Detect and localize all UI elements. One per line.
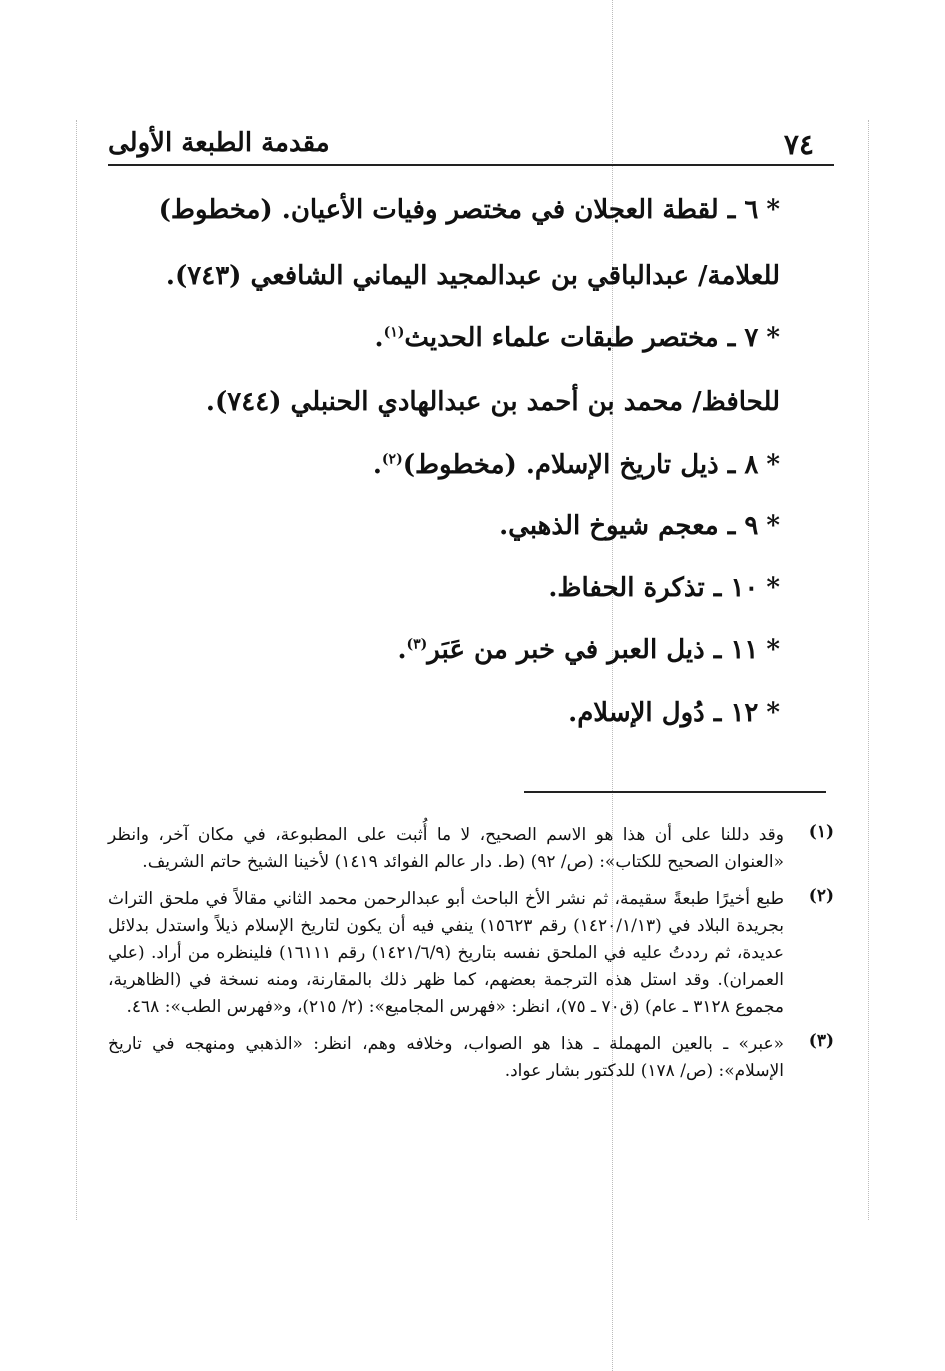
line-end: . xyxy=(374,323,384,353)
footnote xyxy=(108,822,834,876)
line-text: ٦ ـ لقطة العجلان في مختصر وفيات الأعيان. (مخطوط) xyxy=(158,195,759,225)
footnote-number: (١) xyxy=(808,822,834,842)
line-text: للعلامة/ عبدالباقي بن عبدالمجيد اليماني الشافعي (٧٤٣). xyxy=(165,261,780,291)
bullet-asterisk: * xyxy=(766,323,780,353)
bullet-asterisk: * xyxy=(766,450,780,480)
page-number: ٧٤ xyxy=(783,128,814,161)
page-header xyxy=(108,128,834,164)
footnote xyxy=(108,886,834,1021)
footnote-text: «عبر» ـ بالعين المهملة ـ هذا هو الصواب، وخلافه وهم، انظر: «الذهبي ومنهجه في تاريخ الإسلام»: (ص/ ١٧٨) للدكتور بشار عواد. xyxy=(108,1034,784,1081)
footnote xyxy=(108,1031,834,1085)
footnote-text: وقد دللنا على أن هذا هو الاسم الصحيح، لا ما أُثبت على المطبوعة، في مكان آخر، وانظر «العنوان الصحيح للكتاب»: (ص/ ٩٢) (ط. دار عالم الفوائد ١٤١٩) لأخينا الشيخ حاتم الشريف. xyxy=(108,825,784,872)
list-item xyxy=(375,318,780,358)
footnote-number: (٢) xyxy=(808,886,834,906)
list-item xyxy=(159,190,780,230)
line-text: ٨ ـ ذيل تاريخ الإسلام. (مخطوط) xyxy=(402,450,759,480)
line-text: ١٢ ـ دُول الإسلام. xyxy=(568,698,759,728)
attribution-line xyxy=(166,256,780,296)
bullet-asterisk: * xyxy=(766,698,780,728)
bullet-asterisk: * xyxy=(766,195,780,225)
footnote-separator xyxy=(524,791,826,793)
footnote-ref: (٣) xyxy=(406,636,428,653)
line-text: للحافظ/ محمد بن أحمد بن عبدالهادي الحنبلي (٧٤٤). xyxy=(205,387,780,417)
line-text: ١٠ ـ تذكرة الحفاظ. xyxy=(548,573,759,603)
list-item xyxy=(373,445,780,485)
line-text: ٩ ـ معجم شيوخ الذهبي. xyxy=(499,511,759,541)
header-rule xyxy=(108,164,834,166)
bullet-asterisk: * xyxy=(766,511,780,541)
line-text: ١١ ـ ذيل العبر في خبر من عَبَر xyxy=(427,635,759,665)
bullet-asterisk: * xyxy=(766,635,780,665)
footnotes xyxy=(108,822,834,1095)
bullet-asterisk: * xyxy=(766,573,780,603)
line-text: ٧ ـ مختصر طبقات علماء الحديث xyxy=(404,323,759,353)
footnote-text: طبع أخيرًا طبعةً سقيمة، ثم نشر الأخ الباحث أبو عبدالرحمن محمد الثاني مقالاً في ملحق التراث بجريدة البلاد في (١٤٢٠/١/١٣) رقم ١٥٦٢٣) ينفي فيه أن يكون لتاريخ الإسلام ذيلاً واستدل بدلائل عديدة، ثم رددتُ عليه في الملحق نفسه بتاريخ (١٤٢١/٦/٩) رقم ١٦١١١) فلينظره من أراد. (علي العمران). وقد استل هذه الترجمة بعضهم، كما ظهر ذلك بالمقارنة، ومنه نسخة في (الظاهرية، مجموع ٣١٢٨ ـ عام) (ق٧٠ ـ ٧٥)، انظر: «فهرس المجاميع»: (٢/ ٢١٥)، و«فهرس الطب»: ٤٦٨. xyxy=(108,889,785,1017)
list-item xyxy=(397,630,780,670)
footnote-ref: (١) xyxy=(383,324,405,341)
line-end: . xyxy=(372,450,382,480)
list-item xyxy=(568,693,780,733)
list-item xyxy=(548,568,780,608)
footnote-number: (٣) xyxy=(808,1031,834,1051)
scan-artifact-line xyxy=(76,120,77,1220)
running-title: مقدمة الطبعة الأولى xyxy=(108,128,330,158)
line-end: . xyxy=(397,635,407,665)
footnote-ref: (٢) xyxy=(381,451,403,468)
list-item xyxy=(499,506,780,546)
scan-artifact-line xyxy=(868,120,869,1220)
attribution-line xyxy=(206,382,780,422)
